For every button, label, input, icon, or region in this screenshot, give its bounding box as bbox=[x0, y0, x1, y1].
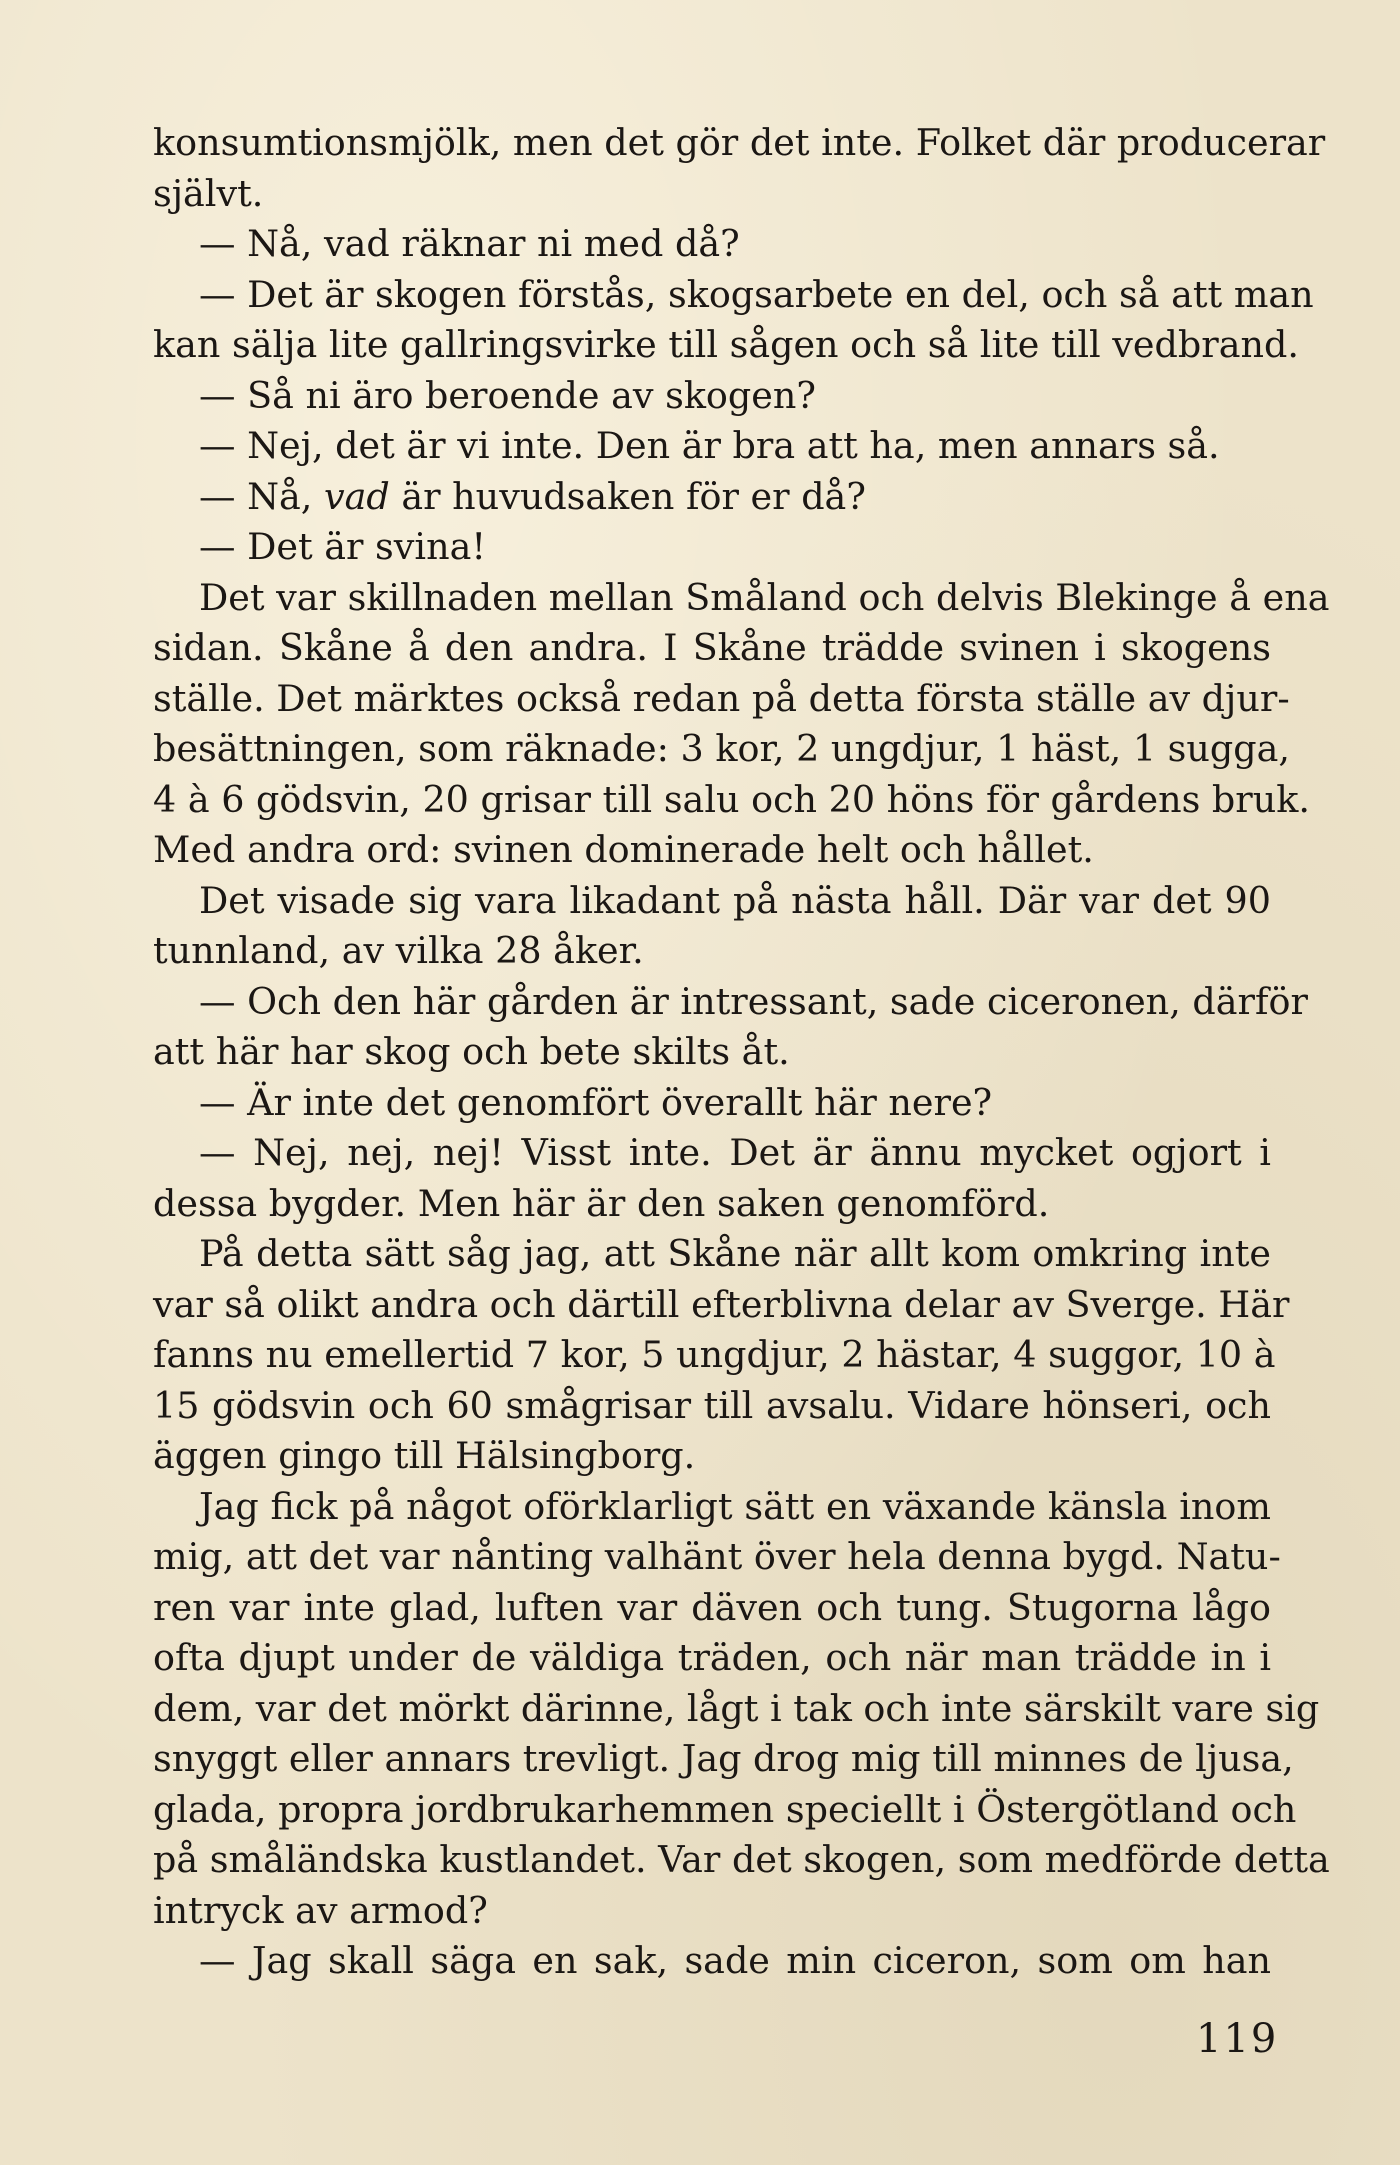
text-line: Det visade sig vara likadant på nästa håll. Där var det 90 bbox=[199, 878, 1271, 922]
text-line: intryck av armod? bbox=[153, 1888, 488, 1932]
text-line: ren var inte glad, luften var däven och tung. Stugorna lågo bbox=[153, 1585, 1271, 1629]
text-line: ställe. Det märktes också redan på detta första ställe av djur- bbox=[153, 676, 1290, 720]
text-line: självt. bbox=[153, 171, 264, 215]
text-line: snyggt eller annars trevligt. Jag drog mig till minnes de ljusa, bbox=[153, 1737, 1294, 1780]
text-line: var så olikt andra och därtill efterblivna delar av Sverge. Här bbox=[153, 1282, 1290, 1326]
text-line: äggen gingo till Hälsingborg. bbox=[153, 1434, 696, 1477]
text-line: — Är inte det genomfört överallt här nere? bbox=[199, 1080, 993, 1124]
text-line: — Nej, det är vi inte. Den är bra att ha, men annars så. bbox=[199, 424, 1220, 467]
text-line: dem, var det mörkt därinne, lågt i tak och inte särskilt vare sig bbox=[153, 1686, 1320, 1730]
text-line: kan sälja lite gallringsvirke till sågen och så lite till vedbrand. bbox=[153, 323, 1299, 366]
text-line: 15 gödsvin och 60 smågrisar till avsalu. Vidare hönseri, och bbox=[153, 1383, 1271, 1427]
body-text bbox=[153, 118, 1330, 1987]
text-line: Jag fick på något oförklarligt sätt en växande känsla inom bbox=[199, 1484, 1271, 1528]
text-line: besättningen, som räknade: 3 kor, 2 ungdjur, 1 häst, 1 sugga, bbox=[153, 727, 1290, 770]
text-line: — Nej, nej, nej! Visst inte. Det är ännu mycket ogjort i bbox=[199, 1131, 1271, 1174]
text-line: fanns nu emellertid 7 kor, 5 ungdjur, 2 hästar, 4 suggor, 10 à bbox=[153, 1333, 1276, 1376]
page-number: 119 bbox=[1196, 2016, 1279, 2062]
text-line: glada, propra jordbrukarhemmen speciellt i Östergötland och bbox=[153, 1787, 1297, 1831]
text-line: tunnland, av vilka 28 åker. bbox=[153, 929, 644, 972]
text-line: — Så ni äro beroende av skogen? bbox=[199, 373, 816, 417]
text-line: på småländska kustlandet. Var det skogen, som medförde detta bbox=[153, 1838, 1330, 1881]
text-line: — Nå, vad räknar ni med då? bbox=[199, 222, 740, 265]
text-line: — Det är svina! bbox=[199, 525, 487, 568]
text-line: Med andra ord: svinen dominerade helt och hållet. bbox=[153, 828, 1094, 871]
text-line: dessa bygder. Men här är den saken genomförd. bbox=[153, 1181, 1050, 1225]
italic-word: vad bbox=[324, 474, 390, 518]
text-line bbox=[153, 472, 1271, 523]
text-line: 4 à 6 gödsvin, 20 grisar till salu och 20 höns för gårdens bruk. bbox=[153, 777, 1310, 821]
text-run: — Nå, bbox=[199, 474, 325, 518]
text-line: På detta sätt såg jag, att Skåne när allt kom omkring inte bbox=[199, 1232, 1271, 1275]
text-line: sidan. Skåne å den andra. I Skåne trädde svinen i skogens bbox=[153, 626, 1271, 669]
text-line: — Jag skall säga en sak, sade min ciceron, som om han bbox=[199, 1939, 1271, 1982]
text-line: konsumtionsmjölk, men det gör det inte. Folket där producerar bbox=[153, 121, 1326, 164]
text-line: — Det är skogen förstås, skogsarbete en del, och så att man bbox=[199, 272, 1314, 316]
text-line: — Och den här gården är intressant, sade ciceronen, därför bbox=[199, 979, 1308, 1023]
text-run: är huvudsaken för er då? bbox=[389, 474, 866, 518]
text-line: mig, att det var nånting valhänt över hela denna bygd. Natu- bbox=[153, 1535, 1281, 1578]
text-line: att här har skog och bete skilts åt. bbox=[153, 1030, 790, 1073]
text-line: Det var skillnaden mellan Småland och delvis Blekinge å ena bbox=[199, 575, 1330, 619]
text-line: ofta djupt under de väldiga träden, och när man trädde in i bbox=[153, 1636, 1271, 1679]
